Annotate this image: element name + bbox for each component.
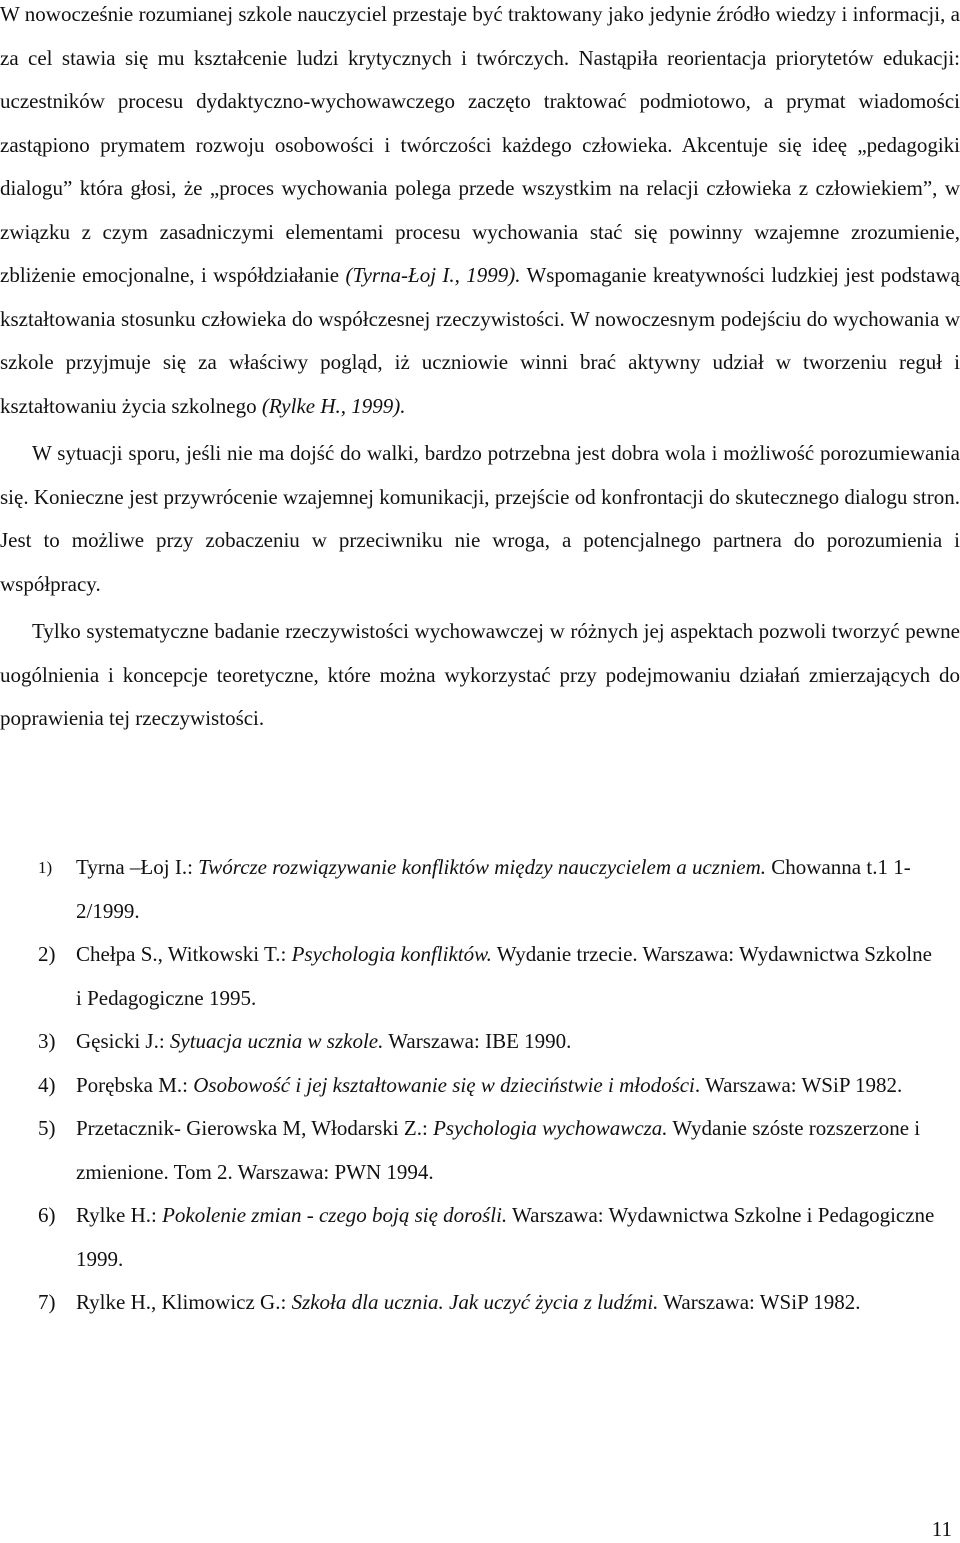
- reference-author: Tyrna –Łoj I.:: [76, 855, 199, 879]
- reference-number: 1): [38, 858, 53, 877]
- reference-item: [0, 846, 960, 933]
- body-text: [0, 0, 960, 741]
- citation-rylke: (Rylke H., 1999).: [261, 393, 406, 418]
- reference-number: 5): [38, 1116, 56, 1140]
- reference-item: [0, 1020, 960, 1064]
- paragraph-1-text: W nowocześnie rozumianej szkole nauczyciel przestaje być traktowany jako jedynie źródło wiedzy i informacji, a za cel stawia się mu kształcenie ludzi krytycznych i twórczych. Nastąpiła reorientacja priorytetów edukacji: uczestników procesu dydaktyczno-wychowawczego zaczęto traktować podmiotowo, a prymat wiadomości zastąpiono prymatem rozwoju osobowości i twórczości każdego człowieka. Akcentuje się ideę „pedagogiki dialogu” która głosi, że „proces wychowania polega przede wszystkim na relacji człowieka z człowiekiem”, w związku z czym zasadniczymi elementami procesu wychowania stać się powinny wzajemne zrozumienie, zbliżenie emocjonalne, i współdziałanie: [0, 2, 960, 287]
- reference-item: [0, 1107, 960, 1194]
- reference-item: [0, 1064, 960, 1108]
- reference-title: Sytuacja ucznia w szkole.: [169, 1029, 384, 1053]
- reference-author: Rylke H., Klimowicz G.:: [76, 1290, 292, 1314]
- reference-author: Chełpa S., Witkowski T.:: [76, 942, 292, 966]
- reference-publication: . Warszawa: WSiP 1982.: [694, 1072, 903, 1097]
- reference-author: Gęsicki J.:: [76, 1029, 170, 1053]
- reference-title: Psychologia wychowawcza.: [433, 1116, 668, 1140]
- reference-number: 3): [38, 1029, 56, 1053]
- page-number: 11: [931, 1517, 952, 1541]
- reference-title: Pokolenie zmian - czego boją się dorośli.: [162, 1203, 508, 1227]
- reference-list: [0, 846, 960, 1325]
- reference-number: 7): [38, 1290, 56, 1314]
- reference-title: Psychologia konfliktów.: [291, 942, 492, 966]
- paragraph-2: [0, 432, 960, 606]
- reference-item: [0, 933, 960, 1020]
- reference-publication: Wydanie trzecie. Warszawa: Wydawnictwa Szkolne i Pedagogiczne 1995.: [76, 942, 932, 1010]
- paragraph-3-text: Tylko systematyczne badanie rzeczywistości wychowawczej w różnych jej aspektach pozwoli tworzyć pewne uogólnienia i koncepcje teoretyczne, które można wykorzystać przy podejmowaniu działań zmierzających do poprawienia tej rzeczywistości.: [0, 619, 960, 730]
- reference-title: Szkoła dla ucznia. Jak uczyć życia z ludźmi.: [291, 1290, 659, 1314]
- reference-publication: Warszawa: IBE 1990.: [383, 1029, 572, 1053]
- reference-author: Przetacznik- Gierowska M, Włodarski Z.:: [76, 1116, 434, 1140]
- paragraph-1-text-continued: Wspomaganie kreatywności ludzkiej jest podstawą kształtowania stosunku człowieka do współczesnej rzeczywistości. W nowoczesnym podejściu do wychowania w szkole przyjmuje się za właściwy pogląd, iż uczniowie winni brać aktywny udział w tworzeniu reguł i kształtowaniu życia szkolnego: [0, 263, 960, 418]
- reference-publication: Warszawa: WSiP 1982.: [658, 1290, 861, 1314]
- reference-number: 4): [38, 1072, 56, 1097]
- reference-number: 6): [38, 1203, 56, 1227]
- reference-item: [0, 1281, 960, 1325]
- reference-publication: Chowanna t.1 1-2/1999.: [76, 855, 911, 923]
- paragraph-1: [0, 0, 960, 428]
- reference-author: Rylke H.:: [76, 1203, 163, 1227]
- paragraph-3: [0, 610, 960, 741]
- reference-title: Twórcze rozwiązywanie konfliktów między nauczycielem a uczniem.: [198, 855, 767, 879]
- reference-number: 2): [38, 942, 56, 966]
- paragraph-2-text: W sytuacji sporu, jeśli nie ma dojść do walki, bardzo potrzebna jest dobra wola i możliwość porozumiewania się. Konieczne jest przywrócenie wzajemnej komunikacji, przejście od konfrontacji do skutecznego dialogu stron. Jest to możliwe przy zobaczeniu w przeciwniku nie wroga, a potencjalnego partnera do porozumienia i współpracy.: [0, 441, 960, 596]
- citation-tyrna-loj: (Tyrna-Łoj I., 1999).: [345, 263, 521, 287]
- reference-title: Osobowość i jej kształtowanie się w dzieciństwie i młodości: [193, 1072, 695, 1097]
- reference-item: [0, 1194, 960, 1281]
- reference-author: Porębska M.:: [76, 1072, 194, 1097]
- reference-publication: Warszawa: Wydawnictwa Szkolne i Pedagogiczne 1999.: [76, 1203, 935, 1271]
- reference-publication: Wydanie szóste rozszerzone i zmienione. Tom 2. Warszawa: PWN 1994.: [76, 1116, 921, 1184]
